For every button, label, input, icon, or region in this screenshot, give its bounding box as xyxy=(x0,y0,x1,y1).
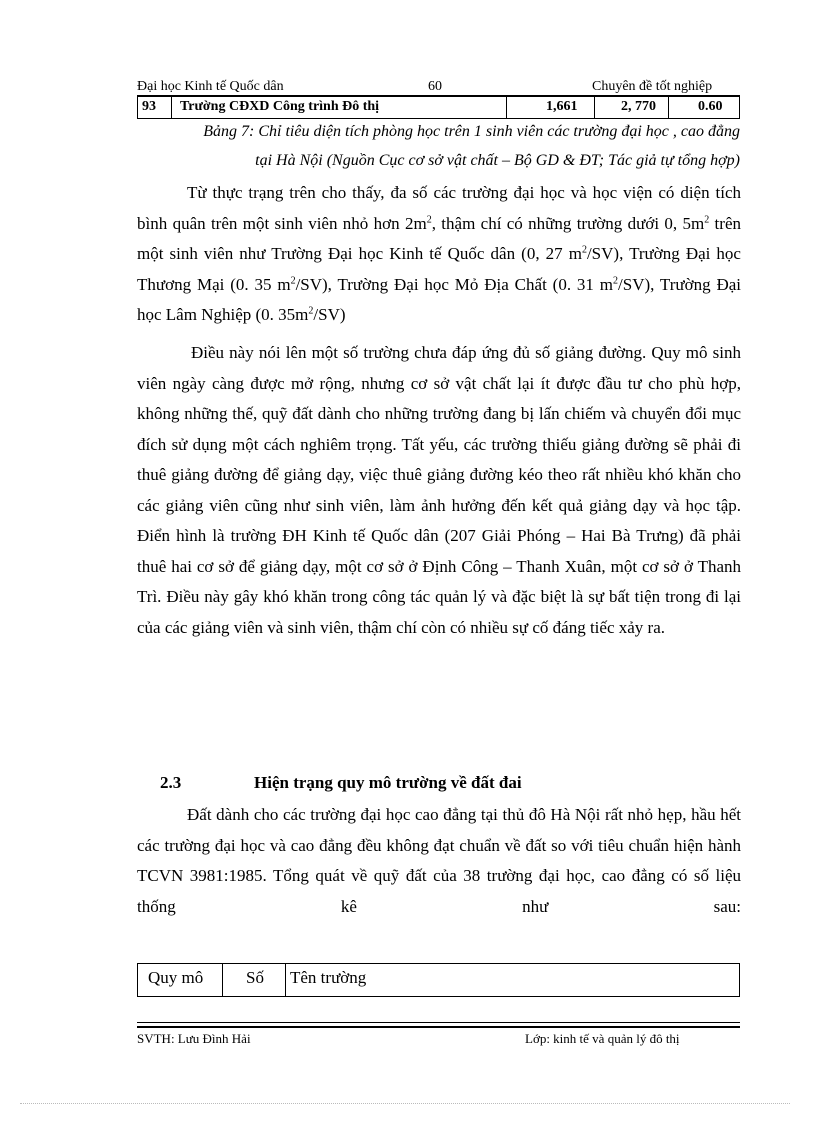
table-row xyxy=(137,95,740,119)
row-value-2: 2, 770 xyxy=(621,99,656,114)
superscript: 2 xyxy=(613,274,619,286)
footer-divider xyxy=(137,1026,740,1028)
land-table-header xyxy=(137,963,740,997)
superscript: 2 xyxy=(704,213,710,225)
col-number: Số xyxy=(246,968,264,987)
page-bottom-divider xyxy=(20,1103,790,1104)
cell-divider xyxy=(171,96,172,118)
footer-student: SVTH: Lưu Đình Hải xyxy=(137,1031,251,1046)
header-page-number: 60 xyxy=(428,79,442,94)
header-doc-type: Chuyên đề tốt nghiệp xyxy=(592,79,713,94)
section-number: 2.3 xyxy=(160,773,182,792)
paragraph-3 xyxy=(137,800,741,922)
para1-text: /SV), Trường Đại học Mỏ Địa Chất (0. 31 m xyxy=(295,274,614,294)
footer-divider xyxy=(137,1022,740,1023)
table-caption-line-1: Bảng 7: Chỉ tiêu diện tích phòng học trên 1 sinh viên các trường đại học , cao đẳng xyxy=(203,123,740,140)
para3-text: Đất dành cho các trường đại học cao đẳng tại thủ đô Hà Nội rất nhỏ hẹp, hầu hết các trường đại học và cao đẳng đều không đạt chuẩn về đất so với tiêu chuẩn hiện hành TCVN 3981:1985. Tổng quát về quỹ đất của 38 trường đại học, cao đẳng có số liệu thống kê như sau: xyxy=(137,805,741,916)
paragraph-2 xyxy=(137,338,741,643)
section-title: Hiện trạng quy mô trường về đất đai xyxy=(254,773,522,792)
paragraph-1 xyxy=(137,178,741,331)
cell-divider xyxy=(594,96,595,118)
cell-divider xyxy=(222,964,223,996)
superscript: 2 xyxy=(426,213,432,225)
row-number: 93 xyxy=(142,99,156,114)
col-school-name: Tên trường xyxy=(290,968,367,987)
header-university: Đại học Kinh tế Quốc dân xyxy=(137,79,284,94)
para1-text: , thậm chí có những trường dưới 0, 5m xyxy=(431,213,705,233)
col-scale: Quy mô xyxy=(148,968,204,987)
para1-text: /SV), Trường Đại học Thương Mại (0. 35 m xyxy=(137,244,741,294)
para1-text: trên một sinh viên như Trường Đại học Kinh tế Quốc dân (0, 27 m xyxy=(137,213,741,263)
row-value-1: 1,661 xyxy=(546,99,578,114)
cell-divider xyxy=(668,96,669,118)
section-heading xyxy=(160,773,522,793)
para2-text: Điều này nói lên một số trường chưa đáp ứng đủ số giảng đường. Quy mô sinh viên ngày càng được mở rộng, nhưng cơ sở vật chất lại ít được đầu tư cho phù hợp, không những thế, quỹ đất dành cho những trường đang bị lấn chiếm và chuyển đổi mục đích sử dụng một cách nghiêm trọng. Tất yếu, các trường thiếu giảng đường sẽ phải đi thuê giảng đường để giảng dạy, việc thuê giảng đường kéo theo rất nhiều khó khăn cho các giảng viên cũng như sinh viên, làm ảnh hưởng đến kết quả giảng dạy và học tập. Điển hình là trường ĐH Kinh tế Quốc dân (207 Giải Phóng – Hai Bà Trưng) đã phải thuê hai cơ sở để giảng dạy, một cơ sở ở Định Công – Thanh Xuân, một cơ sở ở Thanh Trì. Điều này gây khó khăn trong công tác quản lý và đặc biệt là sự bất tiện trong đi lại của các giảng viên và sinh viên, thậm chí còn có nhiều sự cố đáng tiếc xảy ra. xyxy=(137,343,741,637)
row-school-name: Trường CĐXD Công trình Đô thị xyxy=(180,99,380,114)
superscript: 2 xyxy=(290,274,296,286)
cell-divider xyxy=(506,96,507,118)
para1-text: /SV), Trường Đại học Lâm Nghiệp (0. 35m xyxy=(137,274,741,324)
superscript: 2 xyxy=(581,244,587,256)
footer-class: Lớp: kinh tế và quản lý đô thị xyxy=(525,1031,680,1046)
para1-text: /SV) xyxy=(313,305,346,324)
cell-divider xyxy=(285,964,286,996)
superscript: 2 xyxy=(308,305,314,317)
row-value-3: 0.60 xyxy=(698,99,723,114)
table-caption-line-2: tại Hà Nội (Nguồn Cục cơ sở vật chất – Bộ GD & ĐT; Tác giả tự tổng hợp) xyxy=(255,152,740,169)
para1-text: Từ thực trạng trên cho thấy, đa số các trường đại học và học viện có diện tích bình quân trên một sinh viên nhỏ hơn 2m xyxy=(137,183,741,233)
